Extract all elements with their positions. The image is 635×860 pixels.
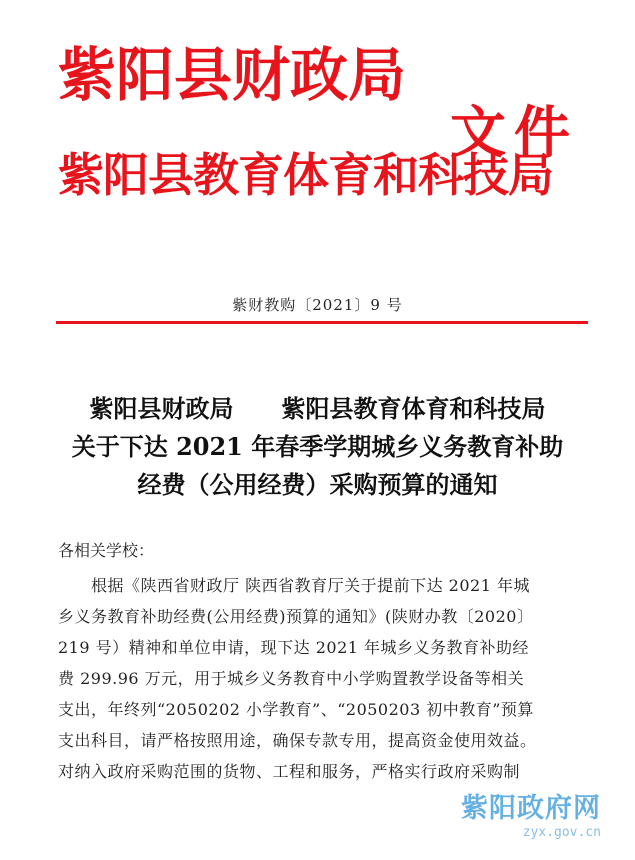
body-paragraph: [58, 570, 598, 787]
body-line: 乡义务教育补助经费(公用经费)预算的通知》(陕财办教〔2020〕: [58, 607, 534, 626]
letterhead-line-1: 紫阳县财政局: [58, 41, 407, 109]
body-line: 对纳入政府采购范围的货物、工程和服务，严格实行政府采购制: [58, 762, 521, 781]
body-line: 支出，年终列“2050202 小学教育”、“2050203 初中教育”预算: [58, 700, 534, 719]
document-title: [40, 390, 595, 504]
body-line: 支出科目，请严格按照用途，确保专款专用，提高资金使用效益。: [58, 731, 537, 750]
watermark-url: zyx.gov.cn: [522, 825, 601, 840]
body-line: 根据《陕西省财政厅 陕西省教育厅关于提前下达 2021 年城: [58, 576, 530, 595]
red-divider-rule: [56, 321, 588, 324]
watermark-name: 紫阳政府网: [461, 793, 601, 824]
title-line: 经费（公用经费）采购预算的通知: [137, 470, 498, 499]
title-line: 紫阳县财政局 紫阳县教育体育和科技局: [89, 394, 546, 423]
title-line: 关于下达 2021 年春季学期城乡义务教育补助: [71, 432, 564, 461]
letterhead-suffix: 文件: [450, 100, 578, 166]
body-line: 费 299.96 万元，用于城乡义务教育中小学购置教学设备等相关: [58, 669, 525, 688]
site-watermark: [461, 795, 601, 839]
document-number: 紫财教购〔2021〕9 号: [232, 296, 403, 314]
letterhead-line-2: 紫阳县教育体育和科技局: [58, 148, 553, 202]
body-line: 219 号）精神和单位申请，现下达 2021 年城乡义务教育补助经: [58, 638, 530, 657]
salutation: 各相关学校：: [58, 541, 155, 560]
